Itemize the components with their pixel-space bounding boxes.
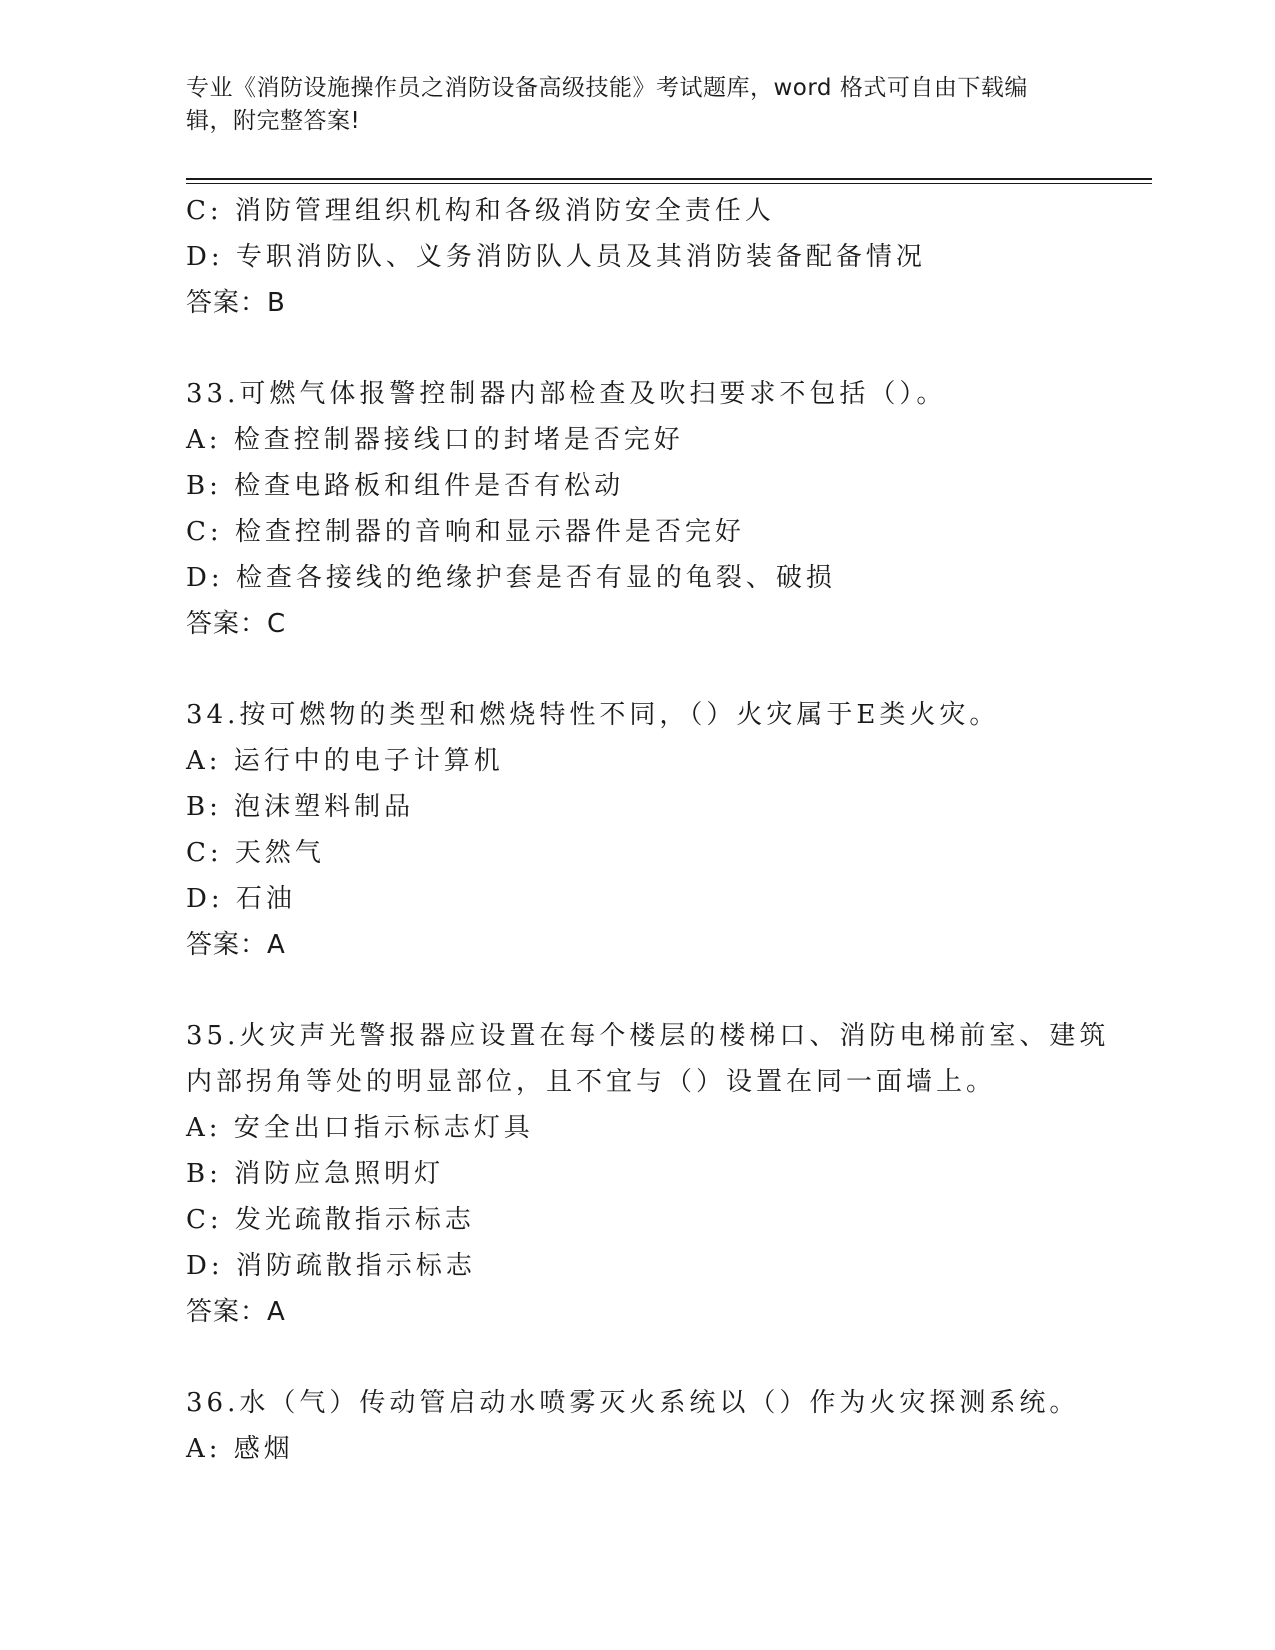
option-a: A: 安全出口指示标志灯具	[186, 1113, 534, 1143]
header-line-2: 辑，附完整答案!	[186, 108, 361, 134]
question-stem-line-2: 内部拐角等处的明显部位，且不宜与（）设置在同一面墙上。	[186, 1067, 997, 1097]
header-line-1: 专业《消防设施操作员之消防设备高级技能》考试题库，word 格式可自由下载编	[186, 75, 1028, 101]
option-c: C: 检查控制器的音响和显示器件是否完好	[186, 517, 745, 547]
answer: 答案：C	[186, 609, 287, 639]
option-d: D: 专职消防队、义务消防队人员及其消防装备配备情况	[186, 242, 926, 272]
option-b: B: 检查电路板和组件是否有松动	[186, 471, 625, 501]
answer: 答案：B	[186, 288, 286, 318]
option-a: A: 检查控制器接线口的封堵是否完好	[186, 425, 684, 455]
option-a: A: 感烟	[186, 1434, 294, 1464]
option-b: B: 消防应急照明灯	[186, 1159, 445, 1189]
spacer	[186, 326, 1086, 371]
spacer	[186, 1335, 1086, 1380]
question-stem-line-1: 35.火灾声光警报器应设置在每个楼层的楼梯口、消防电梯前室、建筑	[186, 1021, 1110, 1051]
question-36	[186, 1380, 1086, 1472]
option-a: A: 运行中的电子计算机	[186, 746, 504, 776]
answer: 答案：A	[186, 1297, 286, 1327]
option-c: C: 消防管理组织机构和各级消防安全责任人	[186, 196, 775, 226]
option-b: B: 泡沫塑料制品	[186, 792, 415, 822]
header-rule-thin	[186, 183, 1152, 184]
question-34	[186, 692, 1086, 968]
option-d: D: 检查各接线的绝缘护套是否有显的龟裂、破损	[186, 563, 836, 593]
option-d: D: 石油	[186, 884, 296, 914]
header-rule-thick	[186, 178, 1152, 180]
option-c: C: 发光疏散指示标志	[186, 1205, 475, 1235]
question-35	[186, 1013, 1110, 1335]
question-stem: 33.可燃气体报警控制器内部检查及吹扫要求不包括（）。	[186, 379, 947, 409]
question-stem: 36.水（气）传动管启动水喷雾灭火系统以（）作为火灾探测系统。	[186, 1388, 1080, 1418]
question-stem: 34.按可燃物的类型和燃烧特性不同，（）火灾属于E类火灾。	[186, 700, 1000, 730]
spacer	[186, 647, 1086, 692]
question-32	[186, 188, 1086, 326]
option-c: C: 天然气	[186, 838, 325, 868]
option-d: D: 消防疏散指示标志	[186, 1251, 476, 1281]
question-list	[186, 188, 1110, 1472]
document-header	[186, 72, 1086, 138]
spacer	[186, 968, 1086, 1013]
answer: 答案：A	[186, 930, 286, 960]
question-33	[186, 371, 1086, 647]
